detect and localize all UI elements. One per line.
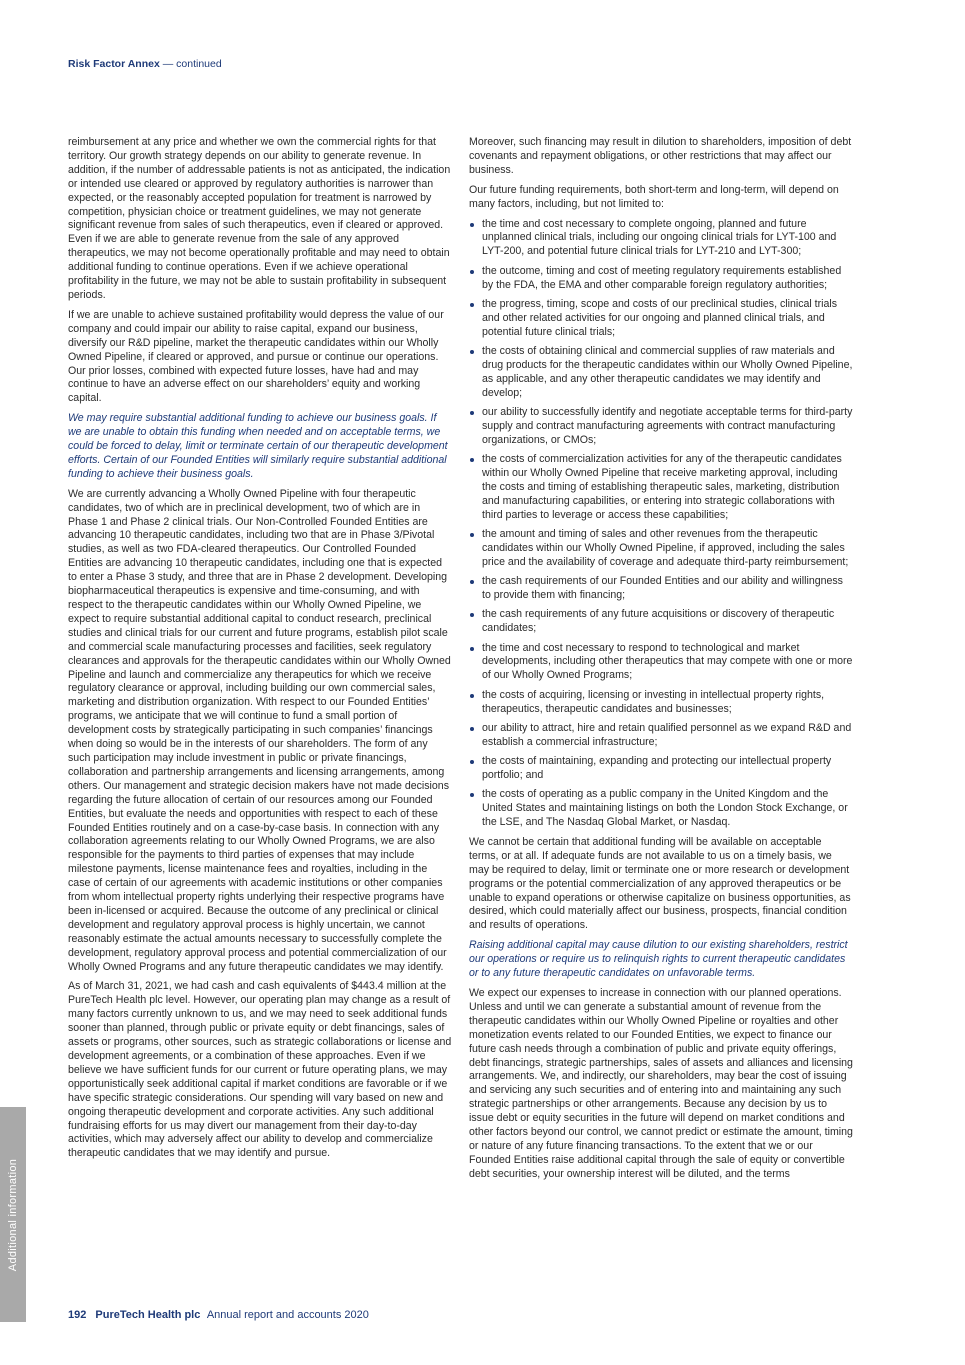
left-column [68,136,452,1167]
list-item [469,218,853,260]
list-item-text: the costs of acquiring, licensing or investing in intellectual property rights, therapeutics, therapeutic candidates and businesses; [482,688,825,715]
funding-factors-list [469,218,853,830]
bullet-icon [470,647,474,651]
bullet-icon [470,270,474,274]
company-name: PureTech Health plc [95,1309,201,1321]
list-item-text: the cash requirements of any future acquisitions or discovery of therapeutic candidates; [482,608,835,635]
list-item [469,575,853,603]
bullet-icon [470,727,474,731]
list-item-text: the costs of operating as a public company in the United Kingdom and the United States and maintaining listings on both the London Stock Exchange, or the LSE, and The Nasdaq Global Market, or Nasdaq. [482,788,848,829]
list-item-text: the costs of commercialization activities for any of the therapeutic candidates within our Wholly Owned Pipeline that receive marketing approval, including the costs and timing of establishing therapeutic sales, marketing, distribution and manufacturing capabilities, or entering into strategic collaborations with third parties to leverage or access these capabilities; [482,453,842,521]
list-item-text: the costs of maintaining, expanding and protecting our intellectual property portfolio; and [482,755,832,781]
body-paragraph: We cannot be certain that additional funding will be available on acceptable terms, or at all. If adequate funds are not available to us on a timely basis, we may be required to delay, limit or terminate one or more research or development programs or the potential commercialization of any approved therapeutics or be unable to expand operations or otherwise capitalize on business opportunities, as desired, which could materially affect our business, prospects, financial condition and results of operations. [469,835,851,932]
page-footer [68,1309,369,1321]
bullet-icon [470,223,474,227]
right-column [469,136,853,1188]
list-item [469,298,853,340]
list-item-text: the time and cost necessary to complete ongoing, planned and future unplanned clinical trials, including our ongoing clinical trials for LYT-100 and LYT-200, and potential future clinical trials for LYT-210 and LYT-300; [482,217,837,258]
list-item-text: the cash requirements of our Founded Entities and our ability and willingness to provide them with financing; [482,575,843,602]
list-item-text: the progress, timing, scope and costs of our preclinical studies, clinical trials and other related activities for our ongoing and planned clinical trials, and potential future clinical trials; [482,297,838,338]
side-tab-label: Additional information [7,1158,19,1272]
bullet-icon [470,580,474,584]
bullet-icon [470,613,474,617]
list-item [469,642,853,684]
list-item [469,788,853,830]
risk-heading: We may require substantial additional funding to achieve our business goals. If we are unable to obtain this funding when needed and on acceptable terms, we could be forced to delay, limit or terminate certain of our therapeutic development efforts. Certain of our Founded Entities will similarly require substantial additional funding to achieve their business goals. [68,412,448,480]
list-item [469,755,853,783]
section-side-tab [0,1107,26,1322]
bullet-icon [470,533,474,537]
list-item [469,265,853,293]
bullet-icon [470,350,474,354]
section-title: Risk Factor Annex [68,58,160,70]
list-item-text: our ability to attract, hire and retain qualified personnel as we expand R&D and establish a commercial infrastructure; [482,721,852,748]
body-paragraph: Our future funding requirements, both short-term and long-term, will depend on many factors, including, but not limited to: [469,183,839,210]
list-item-text: our ability to successfully identify and negotiate acceptable terms for third-party supply and contract manufacturing agreements with contract manufacturing organizations, or CMOs; [482,405,853,446]
risk-heading: Raising additional capital may cause dilution to our existing shareholders, restrict our operations or require us to relinquish rights to current therapeutic candidates or to any future therapeutic candidates on unfavorable terms. [469,939,848,980]
bullet-icon [470,793,474,797]
bullet-icon [470,760,474,764]
list-item [469,528,853,570]
list-item-text: the costs of obtaining clinical and commercial supplies of raw materials and drug products for the therapeutic candidates within our Wholly Owned Pipeline, as applicable, and any other therapeutic candidates we may identify and develop; [482,344,853,399]
list-item [469,345,853,401]
body-paragraph: If we are unable to achieve sustained profitability would depress the value of our company and could impair our ability to raise capital, expand our business, diversify our R&D pipeline, market the therapeutic candidates within our Wholly Owned Pipeline, if cleared or approved, and pursue or continue our operations. Our prior losses, combined with expected future losses, have had and may continue to have an adverse effect on our shareholders’ equity and working capital. [68,308,444,405]
body-paragraph: Moreover, such financing may result in dilution to shareholders, imposition of debt covenants and repayment obligations, or other restrictions that may affect our business. [469,136,852,176]
list-item-text: the outcome, timing and cost of meeting regulatory requirements established by the FDA, the EMA and other comparable foreign regulatory authorities; [482,264,842,291]
list-item-text: the time and cost necessary to respond to technological and market developments, including other therapeutics that may compete with one or more of our Wholly Owned Programs; [482,641,853,682]
list-item [469,689,853,717]
list-item [469,608,853,636]
bullet-icon [470,694,474,698]
list-item-text: the amount and timing of sales and other revenues from the therapeutic candidates within our Wholly Owned Pipeline, if approved, including the sales price and the availability of coverage and adequate third-party reimbursement; [482,528,849,568]
bullet-icon [470,303,474,307]
running-header [68,58,222,70]
bullet-icon [470,411,474,415]
continued-label: — continued [162,58,222,70]
body-paragraph: reimbursement at any price and whether we own the commercial rights for that territory. Our growth strategy depends on our ability to generate revenue. In addition, if the number of addressable patients is not as anticipated, the indication or intended use cleared or approved by regulatory authorities is narrower than expected, or the reasonably accepted population for treatment is narrowed by competition, physician choice or treatment guidelines, we may not generate significant revenue from sales of such therapeutics, even if cleared or approved. Even if we are able to generate revenue from the sale of any approved therapeutics, we may not become operationally profitable and may need to obtain additional funding to continue operations. Even if we achieve operational profitability in the future, we may not be able to sustain profitability in subsequent periods. [68,136,451,301]
list-item [469,722,853,750]
body-paragraph: We are currently advancing a Wholly Owned Pipeline with four therapeutic candidates, two of which are in preclinical development, two of which are in Phase 1 and Phase 2 clinical trials. Our Non-Controlled Founded Entities are advancing 10 therapeutic candidates, including two that are in Phase 3/Pivotal studies, as well as two FDA-cleared therapeutics. Our Controlled Founded Entities are advancing 10 therapeutic candidates, including one that is expected to enter a Phase 3 study, and three that are in Phase 2 development. Developing biopharmaceutical therapeutics is expensive and time-consuming, and with respect to the therapeutic candidates within our Wholly Owned Pipeline, we expect to require substantial additional capital to conduct research, preclinical studies and clinical trials for our current and future programs, establish pilot scale and commercial scale manufacturing processes and facilities, seek regulatory clearances and approvals for the therapeutic candidates within our Wholly Owned Pipeline and launch and commercialize any therapeutics for which we receive regulatory clearance or approval, including building our own commercial sales, marketing and distribution organization. With respect to our Founded Entities’ programs, we anticipate that we will continue to fund a small portion of development costs by strategically participating in such companies’ financings when doing so would be in the interests of our shareholders. The form of any such participation may include investment in public or private financings, collaboration and partnership arrangements and licensing arrangements, among others. Our management and strategic decision makers have not made decisions regarding the future allocation of certain of our resources among our Founded Entities, but evaluate the needs and opportunities with respect to each of these Founded Entities routinely and on a case-by-case basis. In connection with any collaboration agreements relating to our Wholly Owned Programs, we are also responsible for the payments to third parties of expenses that may include milestone payments, license maintenance fees and royalties, including in the case of certain of our agreements with academic institutions or other companies from whom intellectual property rights underlying their respective programs have been in-licensed or acquired. Because the outcome of any preclinical or clinical development and regulatory approval process is highly uncertain, we cannot reasonably estimate the actual amounts necessary to successfully complete the development, regulatory approval process and potential commercialization of our Wholly Owned Programs and any future therapeutic candidates we may identify. [68,487,451,973]
bullet-icon [470,458,474,462]
body-paragraph: We expect our expenses to increase in connection with our planned operations. Unless and until we can generate a substantial amount of revenue from the therapeutic candidates within our Wholly Owned Pipeline or royalties and other monetization events related to our Founded Entities, we expect to finance our future cash needs through a combination of public and private equity offerings, debt financings, strategic partnerships, sales of assets and alliances and licensing arrangements. We, and indirectly, our shareholders, may bear the cost of issuing and servicing any such securities and of entering into and maintaining any such strategic partnerships or other arrangements. Because any decision by us to issue debt or equity securities in the future will depend on market conditions and other factors beyond our control, we cannot predict or estimate the amount, timing or nature of any future financing transactions. To the extent that we or our Founded Entities raise additional capital through the sale of equity or convertible debt securities, your ownership interest will be diluted, and the terms [469,987,853,1180]
body-paragraph: As of March 31, 2021, we had cash and cash equivalents of $443.4 million at the PureTech Health plc level. However, our operating plan may change as a result of many factors currently unknown to us, and we may need to seek additional funds sooner than planned, through public or private equity or debt financings, sales of assets or programs, other sources, such as strategic collaborations or license and development agreements, or a combination of these approaches. Even if we believe we have sufficient funds for our current or future operating plans, we may opportunistically seek additional capital if market conditions are favorable or if we have specific strategic considerations. Our spending will vary based on new and ongoing therapeutic development and corporate activities. Any such additional fundraising efforts for us may divert our management from their day-to-day activities, which may adversely affect our ability to develop and commercialize therapeutic candidates that we may identify and pursue. [68,980,452,1160]
list-item [469,453,853,523]
page-number: 192 [68,1309,87,1321]
list-item [469,406,853,448]
document-title: Annual report and accounts 2020 [206,1309,369,1321]
